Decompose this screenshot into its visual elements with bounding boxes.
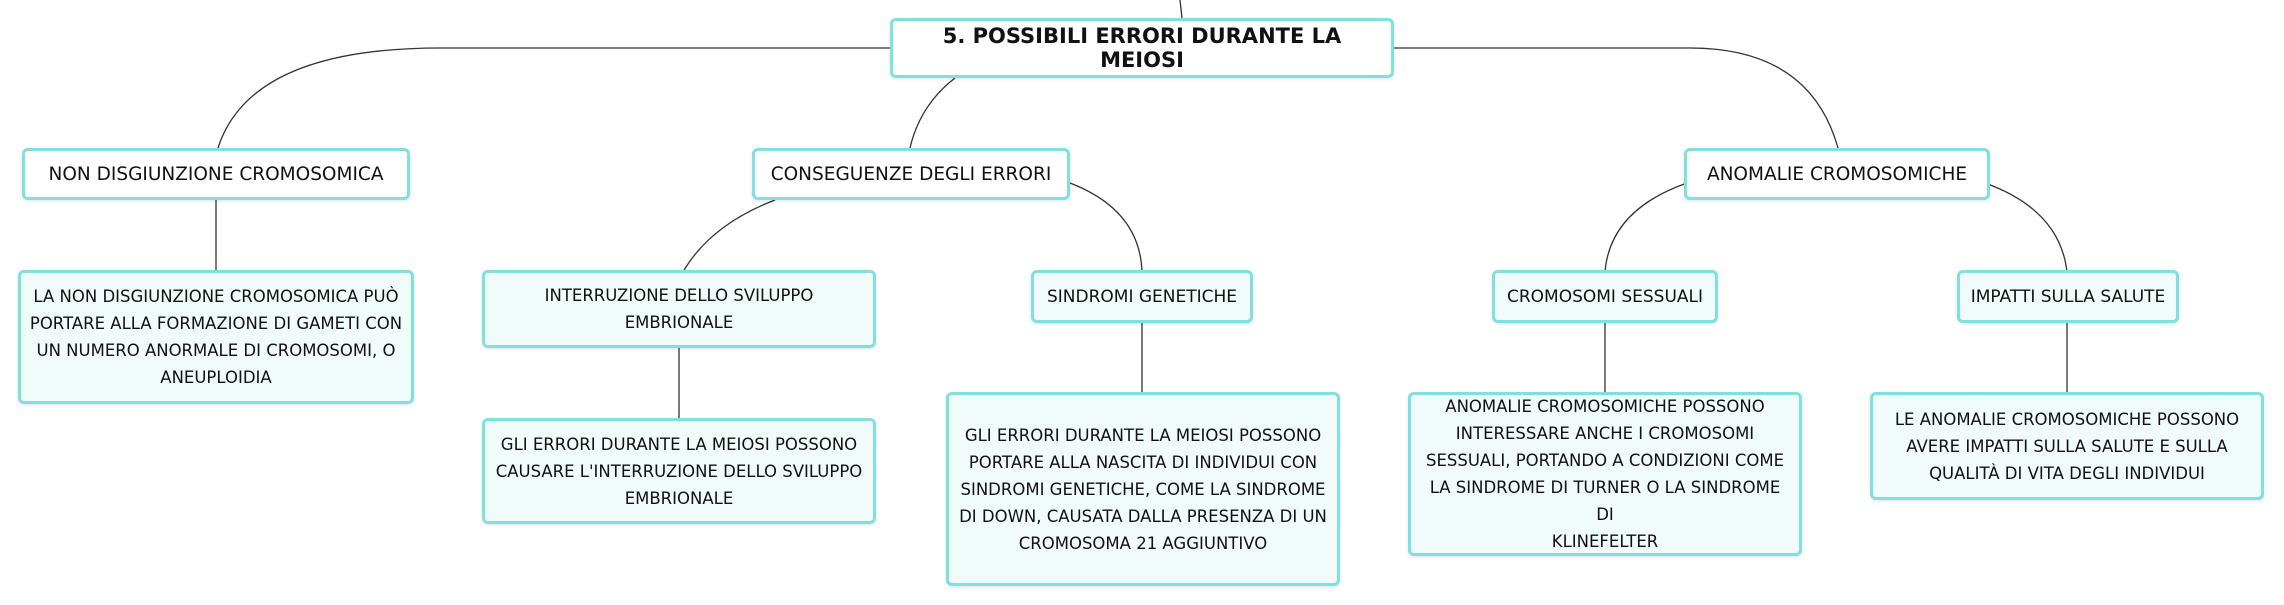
subtopic-sessuali-node[interactable] [1492,270,1718,323]
topic-anomalie-node[interactable] [1684,148,1990,200]
topic-conseguenze-label: CONSEGUENZE DEGLI ERRORI [770,163,1052,185]
connector-root-non-disgiunzione [218,48,890,148]
detail-non-disgiunzione-node[interactable] [18,270,414,404]
connector-anomalie-sessuali [1605,183,1687,272]
detail-interruzione-node[interactable] [482,418,876,524]
subtopic-sindromi-node[interactable] [1031,270,1253,323]
topic-anomalie-label: ANOMALIE CROMOSOMICHE [1706,163,1968,185]
topic-non-disgiunzione-node[interactable] [22,148,410,200]
subtopic-sessuali-label: CROMOSOMI SESSUALI [1506,286,1704,307]
connector-root-anomalie [1392,48,1838,148]
detail-sessuali-text: ANOMALIE CROMOSOMICHE POSSONO INTERESSARE ANCHE I CROMOSOMI SESSUALI, PORTANDO A CONDIZIONI COME LA SINDROME DI TURNER O LA SINDROME DI KLINEFELTER [1425,397,1785,551]
detail-salute-node[interactable] [1870,392,2264,500]
detail-sindromi-node[interactable] [946,392,1340,586]
detail-sindromi-text: GLI ERRORI DURANTE LA MEIOSI POSSONO PORTARE ALLA NASCITA DI INDIVIDUI CON SINDROMI GENETICHE, COME LA SINDROME DI DOWN, CAUSATA DALLA PRESENZA DI UN CROMOSOMA 21 AGGIUNTIVO [959,425,1327,553]
subtopic-salute-node[interactable] [1957,270,2179,323]
root-topic-node[interactable] [890,18,1394,78]
subtopic-sindromi-label: SINDROMI GENETICHE [1046,286,1238,307]
detail-interruzione-text: GLI ERRORI DURANTE LA MEIOSI POSSONO CAUSARE L'INTERRUZIONE DELLO SVILUPPO EMBRIONALE [495,434,863,508]
connector-conseguenze-sindromi [1070,183,1142,272]
subtopic-interruzione-node[interactable] [482,270,876,348]
connector-conseguenze-interruzione [683,200,775,272]
connector-root-conseguenze [910,78,955,148]
subtopic-salute-label: IMPATTI SULLA SALUTE [1970,286,2166,307]
root-topic-label: 5. POSSIBILI ERRORI DURANTE LA MEIOSI [942,24,1342,72]
topic-conseguenze-node[interactable] [752,148,1070,200]
connector-root-parent [1180,0,1182,18]
detail-non-disgiunzione-text: LA NON DISGIUNZIONE CROMOSOMICA PUÒ PORTARE ALLA FORMAZIONE DI GAMETI CON UN NUMERO ANORMALE DI CROMOSOMI, O ANEUPLOIDIA [29,287,403,387]
detail-sessuali-node[interactable] [1408,392,1802,556]
connector-anomalie-salute [1985,183,2067,272]
detail-salute-text: LE ANOMALIE CROMOSOMICHE POSSONO AVERE IMPATTI SULLA SALUTE E SULLA QUALITÀ DI VITA DEGLI INDIVIDUI [1894,409,2240,483]
topic-non-disgiunzione-label: NON DISGIUNZIONE CROMOSOMICA [48,163,384,185]
subtopic-interruzione-label: INTERRUZIONE DELLO SVILUPPO EMBRIONALE [544,286,814,332]
